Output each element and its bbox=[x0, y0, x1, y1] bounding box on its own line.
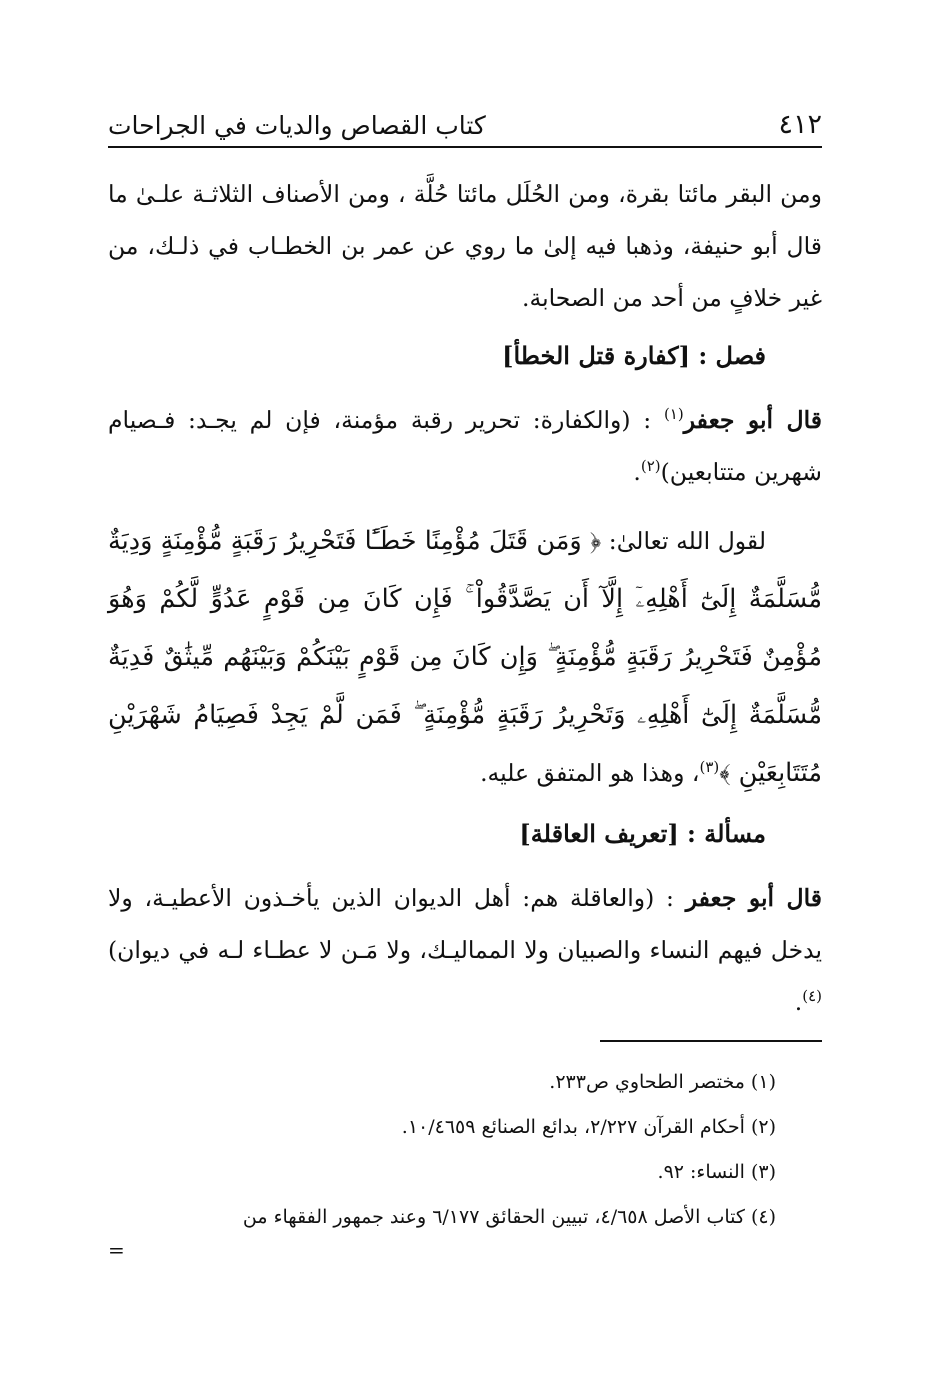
book-page bbox=[108, 0, 822, 1378]
footnote-4: (٤) كتاب الأصل ٤/٦٥٨، تبيين الحقائق ٦/١٧٧ وعند جمهور الفقهاء من bbox=[242, 1206, 776, 1228]
paragraph-quran-evidence bbox=[108, 512, 822, 802]
page-number: ٤١٢ bbox=[778, 109, 822, 140]
footnote-ref-1: (١) bbox=[663, 405, 684, 424]
quran-verse: ﴿ وَمَن قَتَلَ مُؤْمِنًا خَطَـًٔا فَتَحْرِيرُ رَقَبَةٍ مُّؤْمِنَةٍ وَدِيَةٌ مُّسَلَّمَةٌ إِلَىٰٓ أَهْلِهِۦٓ إِلَّآ أَن يَصَّدَّقُواْ ۚ فَإِن كَانَ مِن قَوْمٍ عَدُوٍّ لَّكُمْ وَهُوَ مُؤْمِنٌ فَتَحْرِيرُ رَقَبَةٍ مُّؤْمِنَةٍ ۖ وَإِن كَانَ مِن قَوْمٍ بَيْنَكُمْ وَبَيْنَهُم مِّيثَٰقٌ فَدِيَةٌ مُّسَلَّمَةٌ إِلَىٰٓ أَهْلِهِۦ وَتَحْرِيرُ رَقَبَةٍ مُّؤْمِنَةٍ ۖ فَمَن لَّمْ يَجِدْ فَصِيَامُ شَهْرَيْنِ مُتَتَابِعَيْنِ ﴾ bbox=[108, 526, 822, 788]
paragraph-end: . bbox=[794, 988, 803, 1016]
section-heading-aqila: مسألة : [تعريف العاقلة] bbox=[519, 819, 766, 848]
footnote-3: (٣) النساء: ٩٢. bbox=[657, 1161, 776, 1183]
paragraph-text: : (والعاقلة هم: أهل الديوان الذين يأخـذون الأعطيـة، ولا يدخل فيهم النساء والصبيان ولا المماليـك، ولا مَـن لا عطـاء لـه في ديوان) bbox=[108, 884, 822, 964]
quran-intro: لقول الله تعالىٰ: bbox=[601, 527, 766, 555]
speaker-label: قال أبو جعفر bbox=[685, 884, 822, 912]
paragraph-end: . bbox=[633, 458, 641, 486]
footnote-ref-3: (٣) bbox=[699, 758, 720, 777]
footnote-1: (١) مختصر الطحاوي ص٢٣٣. bbox=[549, 1071, 776, 1093]
section-heading-kaffara: فصل : [كفارة قتل الخطأ] bbox=[502, 341, 766, 370]
paragraph-end: ، وهذا هو المتفق عليه. bbox=[480, 759, 700, 787]
speaker-label: قال أبو جعفر bbox=[683, 406, 822, 434]
footnotes bbox=[108, 1060, 822, 1260]
footnote-ref-4: (٤) bbox=[802, 987, 822, 1006]
continuation-mark: = bbox=[108, 1238, 125, 1262]
running-header bbox=[108, 100, 822, 140]
paragraph-abu-jafar-kaffara bbox=[108, 394, 822, 498]
footnote-ref-2: (٢) bbox=[640, 457, 661, 476]
paragraph-continuation: ومن البقر مائتا بقرة، ومن الحُلَل مائتا حُلَّة ، ومن الأصناف الثلاثـة علـىٰ ما قال أبو حنيفة، وذهبا فيه إلىٰ ما روي عن عمر بن الخطـاب في ذلـك، من غير خلافٍ من أحد من الصحابة. bbox=[108, 180, 822, 312]
header-divider bbox=[108, 146, 822, 148]
footnote-divider bbox=[600, 1040, 822, 1042]
book-title: كتاب القصاص والديات في الجراحات bbox=[108, 111, 486, 140]
paragraph-abu-jafar-aqila bbox=[108, 872, 822, 1028]
paragraph-text: : (والكفارة: تحرير رقبة مؤمنة، فإن لم يجـد: فـصيام شهرين متتابعين) bbox=[108, 406, 822, 486]
footnote-2: (٢) أحكام القرآن ٢/٢٢٧، بدائع الصنائع ١٠/٤٦٥٩. bbox=[401, 1116, 776, 1138]
main-text bbox=[108, 168, 822, 1028]
